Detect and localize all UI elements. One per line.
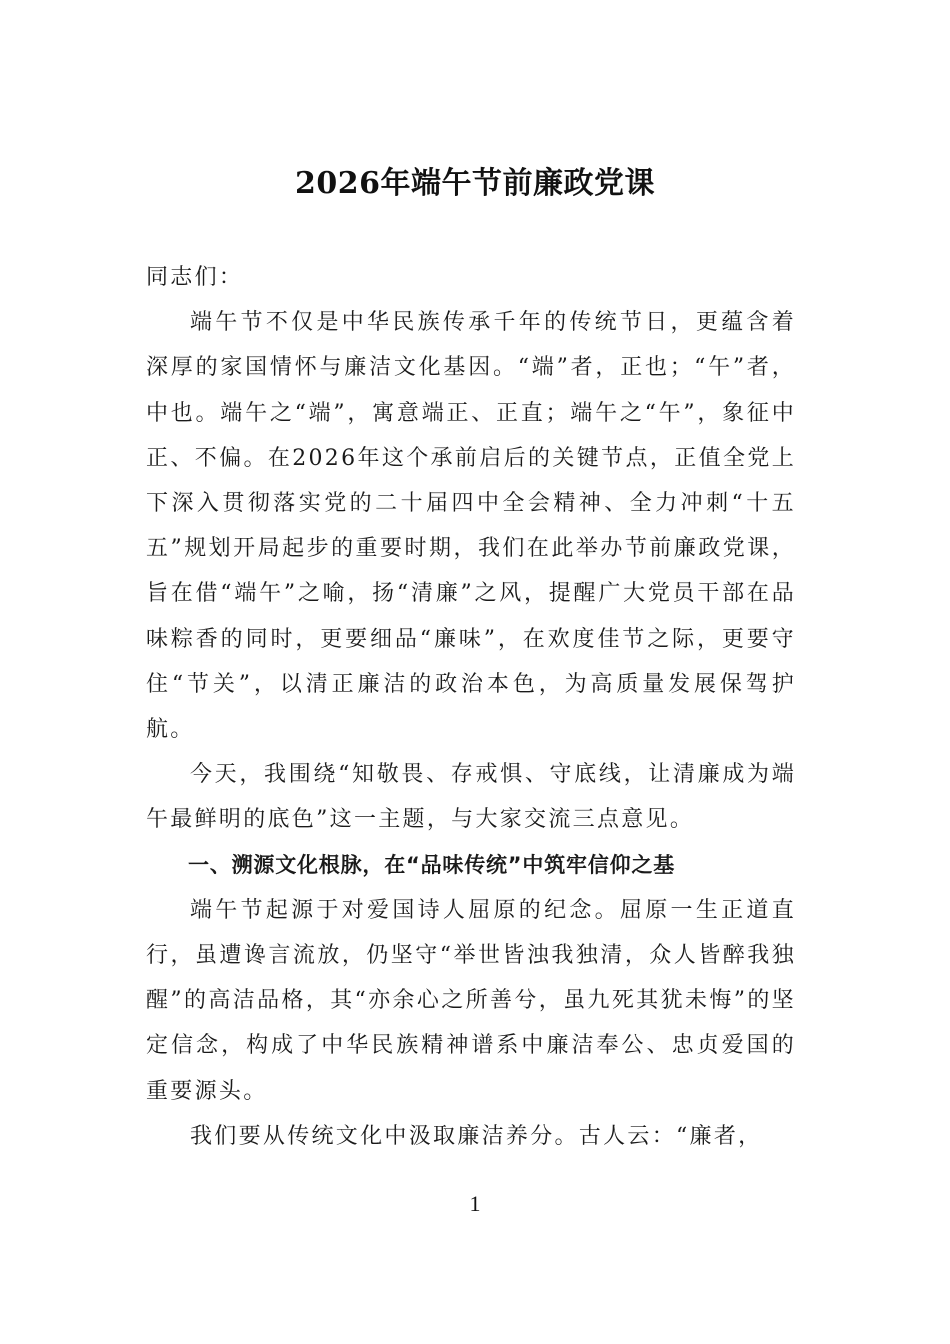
body-paragraph: 今天，我围绕“知敬畏、存戒惧、守底线，让清廉成为端午最鲜明的底色”这一主题，与大家交流三点意见。 <box>146 762 796 833</box>
document-body <box>146 255 796 1159</box>
page-number: 1 <box>469 1191 481 1216</box>
salutation: 同志们： <box>146 265 244 290</box>
document-title: 2026年端午节前廉政党课 <box>295 166 655 201</box>
body-paragraph: 端午节不仅是中华民族传承千年的传统节日，更蕴含着深厚的家国情怀与廉洁文化基因。“端”者，正也；“午”者，中也。端午之“端”，寓意端正、正直；端午之“午”，象征中正、不偏。在2026年这个承前启后的关键节点，正值全党上下深入贯彻落实党的二十届四中全会精神、全力冲刺“十五五”规划开局起步的重要时期，我们在此举办节前廉政党课，旨在借“端午”之喻，扬“清廉”之风，提醒广大党员干部在品味粽香的同时，更要细品“廉味”，在欢度佳节之际，更要守住“节关”，以清正廉洁的政治本色，为高质量发展保驾护航。 <box>146 310 796 743</box>
section-paragraph: 端午节起源于对爱国诗人屈原的纪念。屈原一生正道直行，虽遭谗言流放，仍坚守“举世皆浊我独清，众人皆醉我独醒”的高洁品格，其“亦余心之所善兮，虽九死其犹未悔”的坚定信念，构成了中华民族精神谱系中廉洁奉公、忠贞爱国的重要源头。 <box>146 897 796 1104</box>
section-paragraph: 我们要从传统文化中汲取廉洁养分。古人云：“廉者， <box>190 1123 763 1149</box>
section-heading: 一、溯源文化根脉，在“品味传统”中筑牢信仰之基 <box>188 852 676 877</box>
